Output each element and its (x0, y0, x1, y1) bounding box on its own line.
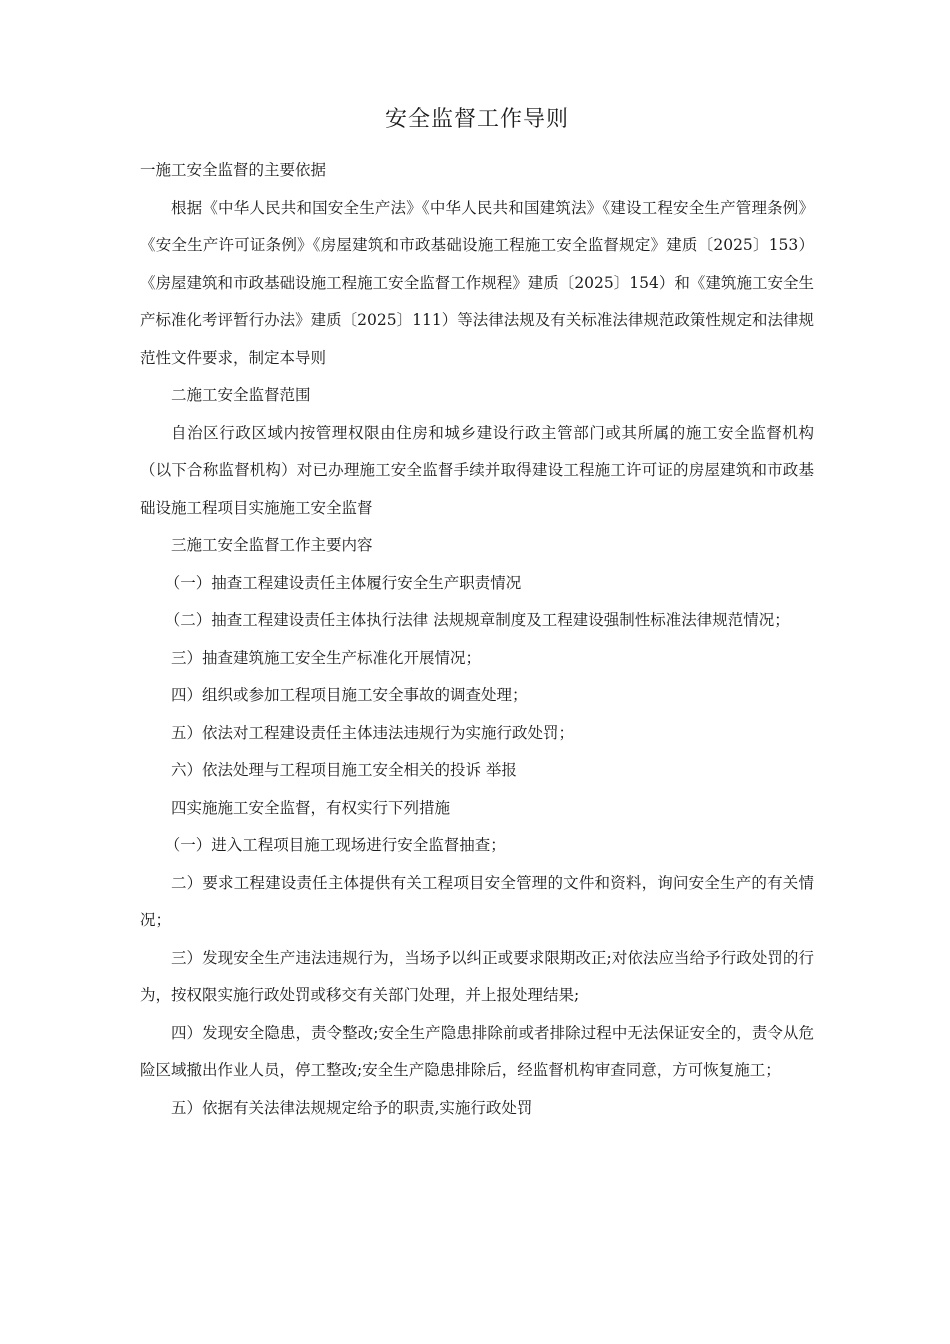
paragraph-scope-body: 自治区行政区域内按管理权限由住房和城乡建设行政主管部门或其所属的施工安全监督机构（以下合称监督机构）对已办理施工安全监督手续并取得建设工程施工许可证的房屋建筑和市政基础设施工程项目实施施工安全监督 (140, 423, 814, 517)
list-item-content-5: 五）依法对工程建设责任主体违法违规行为实施行政处罚； (171, 723, 575, 742)
list-item-measures-4: 四）发现安全隐患，责令整改;安全生产隐患排除前或者排除过程中无法保证安全的，责令从危险区域撤出作业人员，停工整改;安全生产隐患排除后，经监督机构审查同意，方可恢复施工； (140, 1023, 814, 1079)
list-item-content-6: 六）依法处理与工程项目施工安全相关的投诉 举报 (171, 761, 517, 779)
section-heading-basis: 一施工安全监督的主要依据 (140, 161, 327, 179)
list-item-content-2: （二）抽查工程建设责任主体执行法律 法规规章制度及工程建设强制性标准法律规范情况； (164, 611, 790, 629)
document-page (140, 100, 814, 1127)
section-heading-measures: 四实施施工安全监督，有权实行下列措施 (171, 798, 451, 817)
paragraph-basis-body: 根据《中华人民共和国安全生产法》《中华人民共和国建筑法》《建设工程安全生产管理条例》《安全生产许可证条例》《房屋建筑和市政基础设施工程施工安全监督规定》建质〔2025〕153）《房屋建筑和市政基础设施工程施工安全监督工作规程》建质〔2025〕154）和《建筑施工安全生产标准化考评暂行办法》建质〔2025〕111）等法律法规及有关标准法律规范政策性规定和法律规范性文件要求，制定本导则 (140, 198, 814, 367)
list-item-measures-3: 三）发现安全生产违法违规行为，当场予以纠正或要求限期改正;对依法应当给予行政处罚的行为，按权限实施行政处罚或移交有关部门处理，并上报处理结果; (140, 948, 814, 1004)
list-item-content-3: 三）抽查建筑施工安全生产标准化开展情况； (171, 648, 482, 667)
document-title: 安全监督工作导则 (384, 107, 569, 132)
list-item-content-4: 四）组织或参加工程项目施工安全事故的调查处理； (171, 686, 528, 704)
list-item-measures-1: （一）进入工程项目施工现场进行安全监督抽查； (164, 836, 506, 854)
list-item-content-1: （一）抽查工程建设责任主体履行安全生产职责情况 (164, 573, 522, 592)
list-item-measures-2: 二）要求工程建设责任主体提供有关工程项目安全管理的文件和资料，询问安全生产的有关情况； (140, 873, 814, 929)
section-heading-content: 三施工安全监督工作主要内容 (171, 536, 373, 554)
list-item-measures-5: 五）依据有关法律法规规定给予的职责,实施行政处罚 (171, 1098, 533, 1117)
section-heading-scope: 二施工安全监督范围 (171, 386, 311, 404)
